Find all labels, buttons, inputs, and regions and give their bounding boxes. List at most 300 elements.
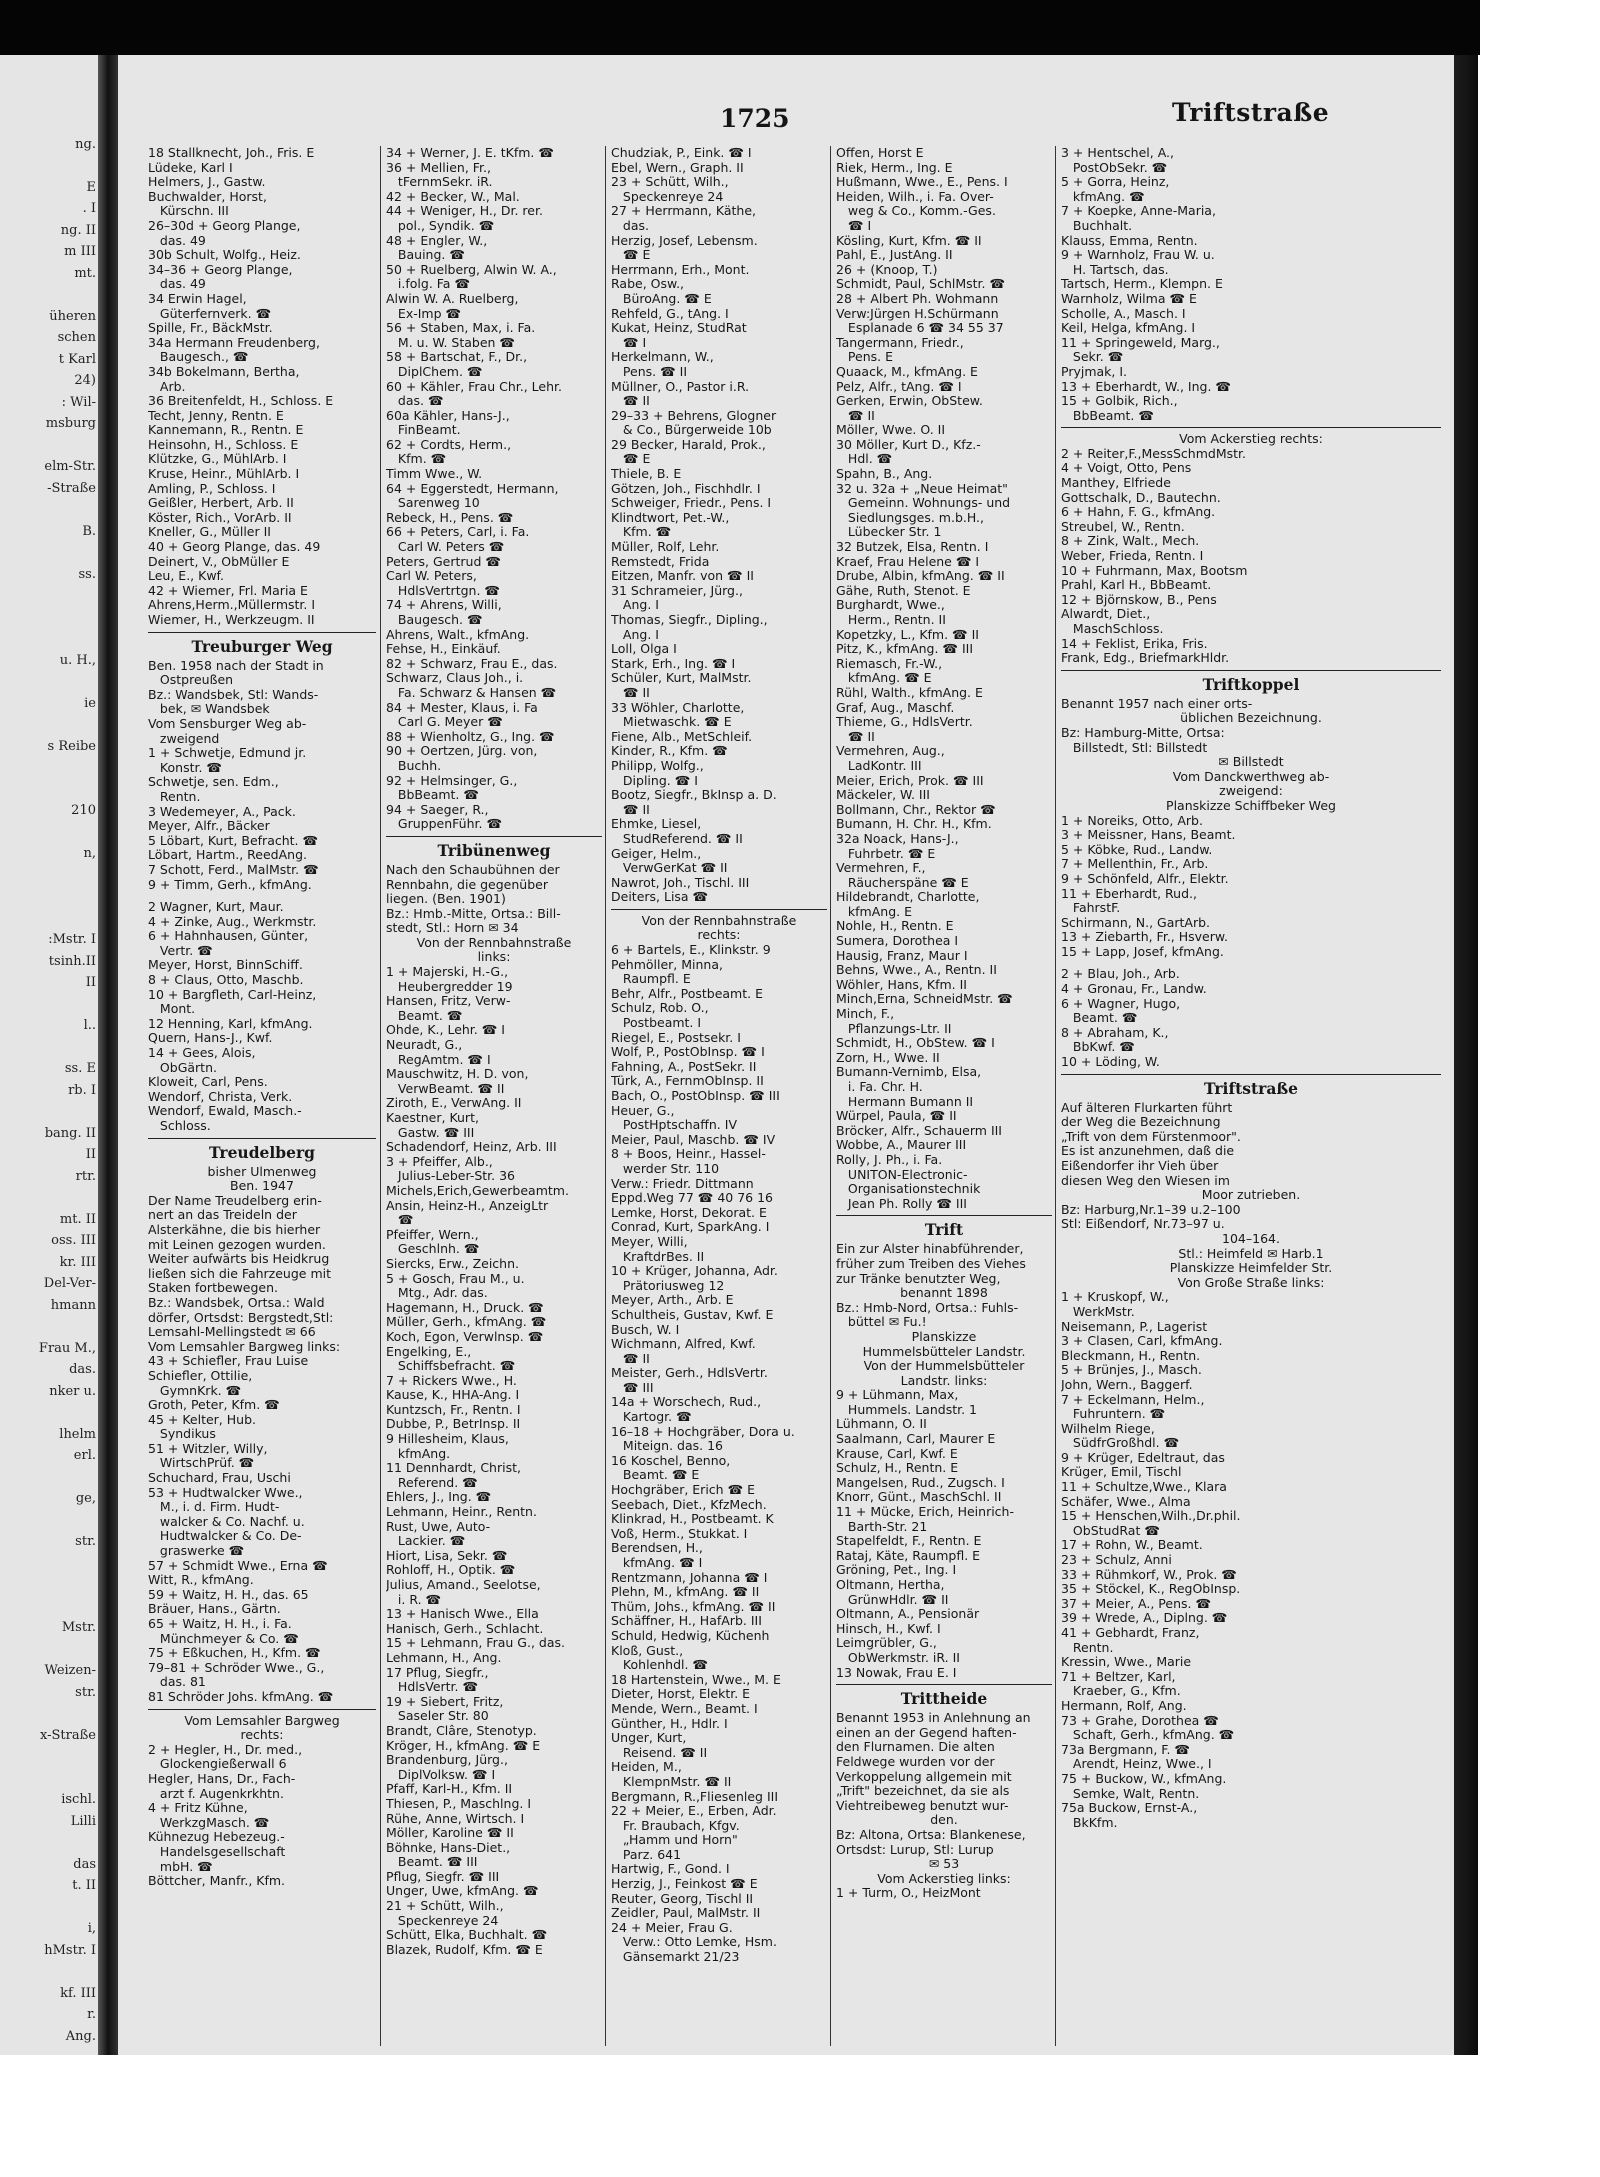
directory-entry: Siedlungsges. m.b.H., [836,510,984,525]
directory-entry: Meyer, Alfr., Bäcker [148,819,270,834]
directory-entry: Eppd.Weg 77 ☎ 40 76 16 [611,1191,773,1206]
directory-entry: Billstedt, Stl: Billstedt [1061,740,1208,755]
directory-entry: 66 + Peters, Carl, i. Fa. [386,525,530,540]
directory-entry: der Weg die Bezeichnung [1061,1115,1221,1130]
directory-entry: Rentzmann, Johanna ☎ I [611,1570,768,1585]
directory-entry: bek, ✉ Wandsbek [148,702,270,717]
facing-page-text: : Wil- [61,394,96,410]
directory-entry: Pryjmak, I. [1061,364,1128,379]
directory-entry: 33 + Rühmkorf, W., Prok. ☎ [1061,1567,1237,1582]
directory-entry: Weber, Frieda, Rentn. I [1061,549,1204,564]
directory-entry: „Trift von dem Fürstenmoor". [1061,1129,1241,1144]
directory-entry: 34 + Werner, J. E. tKfm. ☎ [386,146,554,160]
facing-page-text: :Mstr. I [48,932,96,947]
facing-page-text: hmann [50,1297,96,1313]
directory-entry: Löbart, Hartm., ReedAng. [148,848,307,863]
directory-entry: Chudziak, P., Eink. ☎ I [611,146,752,160]
directory-entry: KraftdrBes. II [611,1249,705,1264]
page-edge-shadow [1454,55,1478,2055]
directory-entry: 24 + Meier, Frau G. [611,1920,733,1935]
facing-page-text: lhelm [59,1426,96,1442]
directory-entry: 5 + Köbke, Rud., Landw. [1061,842,1213,857]
directory-entry: Thiele, B. E [611,467,682,482]
directory-entry: Gemeinn. Wohnungs- und [836,496,1011,511]
directory-entry: Rolly, J. Ph., i. Fa. [836,1152,943,1167]
directory-entry: GrünwHdlr. ☎ II [836,1592,949,1607]
directory-entry: WirtschPrüf. ☎ [148,1456,255,1471]
facing-page-text: s Reibe [47,738,96,754]
directory-entry: kfmAng. ☎ I [611,1556,703,1570]
directory-entry: Bz.: Hmb.-Mitte, Ortsa.: Bill- [386,906,561,921]
directory-entry: Ehmke, Liesel, [611,817,702,832]
directory-entry: 71 + Beltzer, Karl, [1061,1669,1176,1684]
directory-entry: 11 + Eberhardt, Rud., [1061,886,1197,901]
directory-column-3 [611,146,827,1965]
directory-entry: Reisend. ☎ II [611,1745,708,1760]
directory-entry: Schadendorf, Heinz, Arb. III [386,1140,557,1155]
directory-entry: Kfm. ☎ [611,525,672,540]
directory-entry: Ex-Imp ☎ [386,306,462,321]
directory-entry: Kuntzsch, Fr., Rentn. I [386,1402,521,1417]
directory-entry: i. Fa. Chr. H. [836,1080,923,1094]
directory-entry: 26 + (Knoop, T.) [836,262,938,277]
directory-entry: Gerken, Erwin, ObStew. [836,394,983,409]
facing-page-text: ge, [75,1491,96,1506]
facing-page-text: kr. III [59,1254,96,1270]
directory-entry: das. 81 [148,1675,206,1690]
directory-entry: Kühnezug Hebezeug.- [148,1830,285,1845]
directory-entry: 22 + Meier, E., Erben, Adr. [611,1804,777,1819]
scan-margin [1480,0,1600,2177]
directory-entry: Meier, Erich, Prok. ☎ III [836,773,984,788]
directory-entry: 94 + Saeger, R., [386,802,489,817]
directory-entry: Deinert, V., ObMüller E [148,554,290,569]
centered-line: Landstr. links: [900,1373,988,1388]
directory-entry: kfmAng. [386,1446,451,1461]
directory-entry: 75 + Eßkuchen, H., Kfm. ☎ [148,1646,321,1661]
directory-entry: Herkelmann, W., [611,350,714,365]
directory-entry: 32 u. 32a + „Neue Heimat" [836,481,1008,496]
directory-entry: Kaestner, Kurt, [386,1111,479,1125]
directory-entry: 9 + Lühmann, Max, [836,1388,959,1403]
directory-entry: Gottschalk, D., Bautechn. [1061,490,1221,505]
directory-entry: 11 + Springeweld, Marg., [1061,335,1220,350]
directory-entry: Baugesch. ☎ [386,613,483,627]
facing-page-text: n, [83,846,96,861]
directory-entry: Verw.: Friedr. Dittmann [611,1176,754,1191]
directory-entry: 2 + Hegler, H., Dr. med., [148,1742,303,1757]
directory-entry: Spille, Fr., BäckMstr. [148,321,273,336]
directory-entry: 2 + Reiter,F.,MessSchmdMstr. [1061,446,1246,461]
directory-entry: Riemasch, Fr.-W., [836,656,943,671]
directory-entry: Buchh. [386,758,442,773]
directory-entry: 14 + Gees, Alois, [148,1046,256,1061]
directory-entry: Organisationstechnik [836,1182,981,1197]
directory-entry: Hiort, Lisa, Sekr. ☎ [386,1548,508,1563]
directory-entry: Warnholz, Wilma ☎ E [1061,291,1197,306]
directory-entry: Geschlnh. ☎ [386,1242,480,1257]
centered-line: Planskizze [911,1329,977,1344]
directory-entry: Pahl, E., JustAng. II [836,248,953,263]
directory-entry: & Co., Bürgerweide 10b [611,423,772,438]
directory-entry: 16 Koschel, Benno, [611,1453,731,1468]
directory-entry: Heiden, Wilh., i. Fa. Over- [836,189,994,204]
directory-entry: RegAmtm. ☎ I [386,1052,491,1067]
directory-entry: ☎ I [836,218,872,233]
directory-entry: 8 + Boos, Heinr., Hassel- [611,1147,766,1162]
street-heading: Treuburger Weg [191,636,333,656]
directory-entry: 27 + Herrmann, Käthe, [611,204,757,219]
directory-entry: 50 + Ruelberg, Alwin W. A., [386,262,557,277]
directory-entry: Philipp, Wolfg., [611,758,704,773]
directory-entry: Lehmann, H., Ang. [386,1650,502,1665]
directory-entry: Pens. E [836,350,893,365]
directory-entry: 4 + Voigt, Otto, Pens [1061,461,1192,476]
centered-line: Vom Danckwerthweg ab- [1172,769,1330,784]
directory-entry: FahrstF. [1061,901,1121,916]
directory-entry: Semke, Walt, Rentn. [1061,1786,1200,1801]
facing-page-text: schen [57,330,96,345]
directory-entry: 13 + Hanisch Wwe., Ella [386,1607,539,1622]
directory-entry: Streubel, W., Rentn. [1061,519,1185,534]
directory-entry: ☎ E [611,452,651,467]
directory-entry: Offen, Horst E [836,146,924,160]
centered-line: Planskizze Heimfelder Str. [1169,1261,1333,1276]
directory-entry: Rentn. [1061,1640,1114,1655]
directory-entry: 23 + Schütt, Wilh., [611,175,729,190]
directory-entry: Bootz, Siegfr., BkInsp a. D. [611,788,777,803]
directory-entry: Prahl, Karl H., BbBeamt. [1061,578,1212,593]
directory-entry: 51 + Witzler, Willy, [148,1441,268,1456]
directory-entry: 3 + Hentschel, A., [1061,146,1174,160]
directory-entry: 43 + Schiefler, Frau Luise [148,1354,309,1369]
directory-entry: HdlsVertrtgn. ☎ [386,583,500,598]
column-rule [380,146,381,2046]
directory-entry: 90 + Oertzen, Jürg. von, [386,744,538,759]
directory-entry: Thüm, Johs., kfmAng. ☎ II [611,1599,776,1614]
directory-entry: Hegler, Hans, Dr., Fach- [148,1771,296,1786]
directory-entry: M., i. d. Firm. Hudt- [148,1500,280,1515]
directory-entry: Sarenweg 10 [386,496,480,511]
directory-entry: Bumann, H. Chr. H., Kfm. [836,817,992,832]
directory-entry: 3 + Pfeiffer, Alb., [386,1154,493,1169]
directory-entry: 7 + Koepke, Anne-Maria, [1061,204,1216,219]
facing-page-text: II [85,1147,96,1162]
directory-entry: Vermehren, F., [836,861,926,876]
directory-entry: Beamt. ☎ E [611,1468,700,1483]
directory-entry: LadKontr. III [836,758,922,773]
directory-entry: Bz.: Wandsbek, Ortsa.: Wald [148,1295,325,1310]
directory-entry: ☎ II [836,408,875,423]
directory-entry: 8 + Claus, Otto, Maschb. [148,973,304,988]
directory-entry: Loll, Olga I [611,642,677,657]
directory-entry: zweigend [148,731,220,746]
directory-entry: kfmAng. ☎ E [836,671,932,686]
directory-entry: GymnKrk. ☎ [148,1383,242,1398]
directory-entry: Wendorf, Ewald, Masch.- [148,1104,302,1119]
directory-entry: Wilhelm Riege, [1061,1421,1155,1436]
directory-entry: ☎ E [611,248,651,263]
directory-entry: 57 + Schmidt Wwe., Erna ☎ [148,1558,328,1573]
directory-entry: Riegel, E., Postsekr. I [611,1030,741,1045]
directory-entry: Beamt. ☎ [386,1008,463,1023]
directory-entry: 40 + Georg Plange, das. 49 [148,540,321,555]
directory-entry: Ben. 1958 nach der Stadt in [148,658,324,673]
facing-page-text: str. [75,1534,96,1549]
directory-entry: 10 + Bargfleth, Carl-Heinz, [148,987,317,1002]
directory-entry: Weiter aufwärts bis Heidkrug [148,1252,330,1267]
directory-entry: Unger, Kurt, [611,1731,687,1746]
directory-entry: 1 + Majerski, H.-G., [386,965,509,980]
directory-entry: Arendt, Heinz, Wwe., I [1061,1757,1212,1772]
directory-entry: Hansen, Fritz, Verw- [386,994,511,1009]
directory-entry: Herrmann, Erh., Mont. [611,262,750,277]
directory-entry: stedt, Stl.: Horn ✉ 34 [386,921,519,936]
directory-entry: Engelking, E., [386,1344,472,1359]
directory-entry: Pens. ☎ II [611,364,688,379]
directory-entry: Busch, W. I [611,1322,680,1337]
directory-entry: John, Wern., Baggerf. [1061,1377,1193,1392]
directory-entry: pol., Syndik. ☎ [386,218,495,233]
directory-entry: Berendsen, H., [611,1541,703,1556]
directory-entry: Ansin, Heinz-H., AnzeigLtr [386,1198,549,1213]
directory-entry: Benannt 1953 in Anlehnung an [836,1711,1031,1726]
facing-page-text: erl. [73,1448,96,1463]
spacer [1061,959,1441,967]
directory-entry: Bollmann, Chr., Rektor ☎ [836,802,996,817]
directory-entry: Groth, Peter, Kfm. ☎ [148,1398,280,1413]
facing-page-text: l.. [83,1018,96,1033]
directory-entry: Der Name Treudelberg erin- [148,1193,322,1208]
centered-line: Vom Lemsahler Bargweg [184,1713,340,1728]
directory-entry: 32a Noack, Hans-J., [836,831,959,846]
directory-entry: Hochgräber, Erich ☎ E [611,1483,756,1498]
directory-entry: 84 + Mester, Klaus, i. Fa [386,700,538,715]
directory-entry: 65 + Waitz, H. H., i. Fa. [148,1617,292,1631]
directory-entry: Graf, Aug., Maschf. [836,700,955,715]
facing-page-text: u. H., [59,652,96,668]
centered-line: Vom Ackerstieg links: [877,1871,1011,1886]
directory-entry: Brandt, Clâre, Stenotyp. [386,1723,537,1738]
directory-entry: Neisemann, P., Lagerist [1061,1319,1208,1334]
directory-entry: Baugesch., ☎ [148,350,249,365]
directory-entry: dörfer, Ortsdst: Bergstedt,Stl: [148,1310,334,1325]
directory-entry: Saseler Str. 80 [386,1709,489,1724]
directory-entry: Bergmann, R.,Fliesenleg III [611,1789,779,1804]
directory-entry: Brandenburg, Jürg., [386,1753,508,1768]
directory-entry: Carl W. Peters, [386,569,477,584]
section-rule [148,1138,376,1139]
directory-entry: Heubergredder 19 [386,979,513,994]
directory-entry: Möller, Wwe. O. II [836,423,946,438]
directory-entry: Mietwaschk. ☎ E [611,715,732,730]
directory-column-5 [1061,146,1441,1830]
directory-entry: BkKfm. [1061,1815,1118,1830]
directory-entry: Fehse, H., Einkäuf. [386,642,501,657]
directory-entry: Bröcker, Alfr., Schauerm III [836,1123,1002,1138]
facing-page-text: rb. I [68,1082,96,1098]
directory-entry: 13 + Eberhardt, W., Ing. ☎ [1061,379,1231,394]
directory-entry: UNITON-Electronic- [836,1167,968,1182]
directory-entry: kfmAng. E [836,904,912,919]
directory-entry: 41 + Gebhardt, Franz, [1061,1626,1200,1640]
directory-column-1 [148,146,376,1889]
directory-entry: Ortsdst: Lurup, Stl: Lurup [836,1842,994,1857]
directory-entry: 74 + Ahrens, Willi, [386,598,502,613]
centered-line: üblichen Bezeichnung. [1180,711,1322,726]
directory-entry: StudReferend. ☎ II [611,831,743,846]
directory-entry: Conrad, Kurt, SparkAng. I [611,1220,770,1235]
directory-entry: ☎ II [836,729,875,744]
directory-entry: Kösling, Kurt, Kfm. ☎ II [836,233,982,248]
directory-entry: Lüdeke, Karl I [148,160,233,175]
facing-page-text: B. [82,523,96,539]
facing-page-text: ng. II [60,222,96,238]
directory-entry: Kannemann, R., Rentn. E [148,423,304,438]
directory-entry: Pflanzungs-Ltr. II [836,1021,952,1036]
directory-entry: Meier, Paul, Maschb. ☎ IV [611,1132,776,1147]
directory-entry: 62 + Cordts, Herm., [386,437,512,452]
directory-entry: 4 + Gronau, Fr., Landw. [1061,982,1207,997]
directory-entry: Klinkrad, H., Postbeamt. K [611,1512,774,1527]
directory-entry: 9 + Warnholz, Frau W. u. [1061,248,1215,263]
directory-entry: Manthey, Elfriede [1061,476,1171,491]
directory-entry: 13 + Ziebarth, Fr., Hsverw. [1061,930,1228,945]
directory-entry: ☎ [386,1213,414,1228]
directory-entry: 64 + Eggerstedt, Hermann, [386,481,559,496]
facing-page-text: Mstr. [61,1620,96,1635]
directory-entry: SüdfrGroßhdl. ☎ [1061,1436,1180,1451]
centered-line: links: [477,950,511,965]
directory-entry: Hermann, Rolf, Ang. [1061,1698,1187,1713]
spacer [148,892,376,900]
directory-entry: Knorr, Günt., MaschSchl. II [836,1490,1002,1505]
directory-entry: Lackier. ☎ [386,1534,466,1549]
directory-entry: Behns, Wwe., A., Rentn. II [836,963,997,978]
centered-line: den. [930,1813,958,1828]
directory-entry: 37 + Meier, A., Pens. ☎ [1061,1596,1212,1611]
directory-entry: 3 Wedemeyer, A., Pack. [148,804,296,819]
directory-entry: 11 Dennhardt, Christ, [386,1461,521,1476]
directory-entry: Beamt. ☎ III [386,1855,478,1870]
directory-entry: Rataj, Käte, Raumpfl. E [836,1548,981,1563]
directory-entry: 15 + Lapp, Josef, kfmAng. [1061,944,1224,959]
section-rule [611,909,827,910]
directory-entry: Müllner, O., Pastor i.R. [611,379,750,394]
directory-entry: das. 49 [148,277,206,292]
directory-entry: mit Leinen gezogen wurden. [148,1237,326,1252]
directory-entry: Witt, R., kfmAng. [148,1573,254,1588]
directory-entry: Schulz, Rob. O., [611,1001,709,1016]
directory-entry: Gänsemarkt 21/23 [611,1950,740,1965]
directory-entry: Dubbe, P., BetrInsp. II [386,1417,521,1432]
directory-entry: ☎ I [611,335,647,350]
directory-column-4 [836,146,1052,1901]
directory-entry: Julius, Amand., Seelotse, [386,1578,541,1592]
directory-entry: 5 + Brünjes, J., Masch. [1061,1363,1202,1378]
directory-entry: Götzen, Joh., Fischhdlr. I [611,481,761,496]
section-rule [1061,1074,1441,1075]
directory-entry: Syndikus [148,1427,216,1442]
directory-entry: Bumann-Vernimb, Elsa, [836,1065,982,1080]
directory-entry: Speckenreye 24 [611,189,724,204]
directory-entry: 42 + Becker, W., Mal. [386,189,520,204]
directory-entry: Schultheis, Gustav, Kwf. E [611,1307,774,1322]
directory-entry: ObWerkmstr. iR. II [836,1650,960,1665]
directory-entry: Arb. [148,379,186,394]
street-heading: Triftkoppel [1202,674,1300,694]
directory-entry: Ahrens,Herm.,Müllermstr. I [148,598,316,613]
column-rule [605,146,606,2046]
directory-entry: Vom Lemsahler Bargweg links: [148,1339,341,1354]
directory-entry: Lehmann, Heinr., Rentn. [386,1505,537,1520]
directory-entry: 8 + Abraham, K., [1061,1025,1169,1040]
centered-line: Hummelsbütteler Landstr. [862,1344,1026,1359]
directory-entry: Deiters, Lisa ☎ [611,890,709,905]
directory-entry: Kohlenhdl. ☎ [611,1658,708,1673]
directory-entry: Schwarz, Claus Joh., i. [386,671,524,686]
directory-entry: Lemke, Horst, Dekorat. E [611,1205,767,1220]
facing-page-text: Del-Ver- [43,1276,96,1291]
directory-entry: 1 + Turm, O., HeizMont [836,1886,981,1901]
directory-entry: Münchmeyer & Co. ☎ [148,1631,299,1646]
directory-entry: BbBeamt. ☎ [386,788,479,803]
directory-entry: Verw:Jürgen H.Schürmann [836,306,999,321]
street-heading: Trittheide [900,1689,988,1709]
directory-entry: Wendorf, Christa, Verk. [148,1089,293,1104]
directory-entry: Schmidt, H., ObStew. ☎ I [836,1036,995,1051]
directory-entry: Kinder, R., Kfm. ☎ [611,744,728,759]
directory-entry: Raumpfl. E [611,972,691,987]
directory-entry: Hildebrandt, Charlotte, [836,890,980,905]
directory-entry: Heinsohn, H., Schloss. E [148,437,299,452]
centered-line: Von der Rennbahnstraße [641,913,797,928]
directory-entry: Prätoriusweg 12 [611,1278,725,1293]
scanner-top-edge [0,0,1600,55]
directory-entry: WerkMstr. [1061,1304,1135,1319]
directory-entry: das. ☎ [386,394,444,409]
directory-entry: ☎ II [611,802,650,817]
directory-entry: Reuter, Georg, Tischl II [611,1891,754,1906]
directory-entry: Bz: Hamburg-Mitte, Ortsa: [1061,725,1225,740]
facing-page-text: Weizen- [44,1663,96,1678]
directory-entry: 7 + Eckelmann, Helm., [1061,1392,1205,1407]
directory-entry: Fuhrbetr. ☎ E [836,846,936,861]
directory-entry: Ahrens, Walt., kfmAng. [386,627,530,642]
directory-entry: 9 Hillesheim, Klaus, [386,1432,509,1447]
directory-entry: Würpel, Paula, ☎ II [836,1109,957,1124]
directory-entry: Bz.: Hmb-Nord, Ortsa.: Fuhls- [836,1300,1019,1315]
directory-entry: Helmers, J., Gastw. [148,175,266,190]
directory-entry: Böhnke, Hans-Diet., [386,1840,511,1855]
directory-entry: Mangelsen, Rud., Zugsch. I [836,1475,1005,1490]
directory-entry: Wiemer, H., Werkzeugm. II [148,613,315,627]
directory-entry: Rabe, Osw., [611,277,685,292]
directory-entry: 45 + Kelter, Hub. [148,1412,256,1427]
section-rule [1061,670,1441,671]
directory-column-2 [386,146,602,1957]
directory-entry: 18 Hartenstein, Wwe., M. E [611,1672,781,1687]
directory-entry: Thieme, G., HdlsVertr. [836,715,973,730]
directory-entry: Rentn. [148,789,201,804]
directory-entry: 14 + Feklist, Erika, Fris. [1061,636,1208,651]
directory-entry: Referend. ☎ [386,1475,478,1490]
directory-entry: Schirmann, N., GartArb. [1061,915,1211,930]
directory-entry: Bräuer, Hans., Gärtn. [148,1602,281,1617]
directory-entry: Heiden, M., [611,1760,682,1775]
directory-entry: Koch, Egon, Verwlnsp. ☎ [386,1329,544,1344]
directory-entry: Minch,Erna, SchneidMstr. ☎ [836,992,1013,1007]
